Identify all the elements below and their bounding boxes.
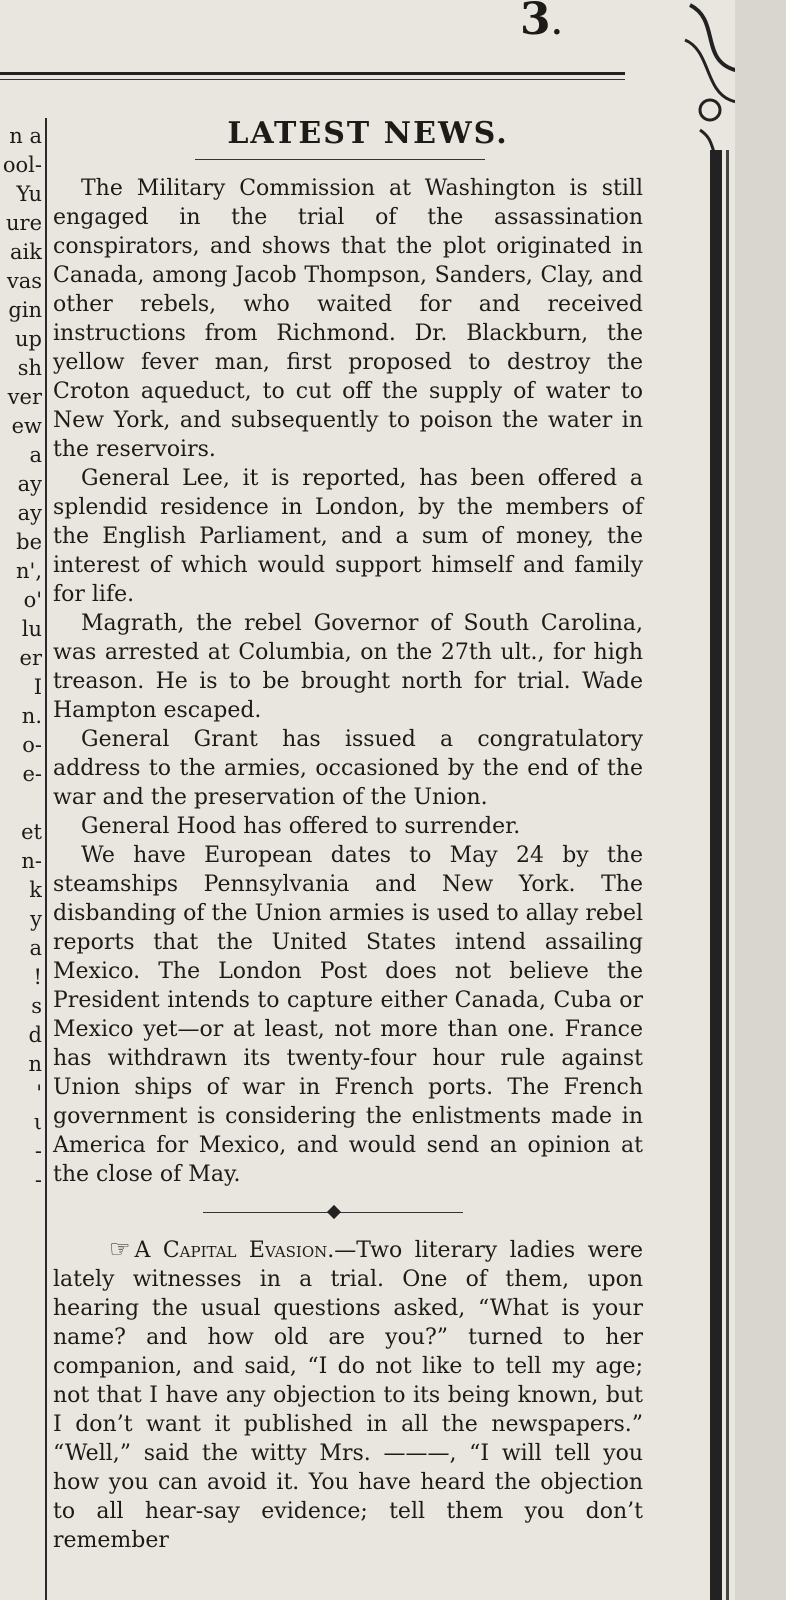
left-fragment-line: et	[21, 820, 42, 844]
pointing-hand-icon: ☞	[109, 1235, 131, 1263]
news-paragraph: We have European dates to May 24 by the steamships Pennsylvania and New York. The disbanding of the Union armies is used to allay rebel reports that the United States intend assailing Mexico. The London Post does not believe the President intends to capture either Canada, Cuba or Mexico yet—or at least, not more than one. France has withdrawn its twenty-four hour rule against Union ships of war in French ports. The French government is considering the enlistments made in America for Mexico, and would send an opinion at the close of May.	[53, 843, 643, 1187]
left-fragment-line: n.	[21, 704, 42, 728]
left-fragment-line: d	[28, 1023, 42, 1047]
top-rule-thin	[0, 79, 625, 80]
left-fragment-line: a	[29, 443, 42, 467]
left-fragment-line: vas	[6, 269, 42, 293]
column-rule	[45, 118, 47, 1600]
left-fragment-line: -	[34, 1139, 42, 1163]
left-fragment-line: o'	[23, 588, 42, 612]
news-paragraph: Magrath, the rebel Governor of South Carolina, was arrested at Columbia, on the 27th ult., for high treason. He is to be brought north for trial. Wade Hampton escaped.	[53, 611, 643, 723]
left-fragment-line: gin	[8, 298, 42, 322]
left-fragment-line: n a	[9, 124, 42, 148]
left-fragment-line: '	[36, 1081, 42, 1105]
left-fragment-line: ver	[7, 385, 42, 409]
left-fragment-line: ι	[33, 1110, 42, 1134]
left-fragment-line: n	[28, 1052, 42, 1076]
left-fragment-line: s	[31, 994, 42, 1018]
left-fragment-line: !	[33, 965, 42, 989]
news-paragraph: General Grant has issued a congratulatory address to the armies, occasioned by the end of the war and the preservation of the Union.	[53, 727, 643, 810]
left-fragment-line: e-	[22, 762, 42, 786]
left-fragment-line: I	[33, 675, 42, 699]
left-fragment-line: er	[19, 646, 42, 670]
headline-rule	[195, 159, 485, 160]
ornamental-border-icon	[680, 0, 786, 1600]
left-fragment-line: ew	[11, 414, 42, 438]
left-fragment-line: n-	[21, 849, 42, 873]
divider-diamond-icon	[327, 1205, 341, 1219]
top-rule	[0, 72, 625, 75]
main-column	[53, 112, 643, 1555]
evasion-paragraph	[53, 1235, 643, 1555]
left-fragment-line	[0, 789, 42, 818]
left-fragment-line: sh	[17, 356, 42, 380]
left-fragment-line: ure	[6, 211, 42, 235]
left-fragment-line: a	[29, 936, 42, 960]
left-fragment-line: -	[34, 1168, 42, 1192]
page-number: 3.	[520, 0, 564, 45]
left-fragment-line: o-	[22, 733, 42, 757]
news-paragraph: General Hood has offered to surrender.	[81, 814, 521, 839]
left-fragment-line: lu	[21, 617, 42, 641]
evasion-body: —Two literary ladies were lately witnesses in a trial. One of them, upon hearing the usual questions asked, “What is your name? and how old are you?” turned to her companion, and said, “I do not like to tell my age; not that I have any objection to its being known, but I don’t want it published in all the newspapers.” “Well,” said the witty Mrs. ———, “I will tell you how you can avoid it. You have heard the objection to all hear-say evidence; tell them you don’t remember	[53, 1238, 643, 1553]
capital-evasion-article	[53, 1235, 643, 1555]
left-fragment-line: be	[16, 530, 42, 554]
left-fragment-line: k	[29, 878, 42, 902]
left-fragment-line: n',	[16, 559, 42, 583]
news-paragraph: The Military Commission at Washington is still engaged in the trial of the assassination conspirators, and shows that the plot originated in Canada, among Jacob Thompson, Sanders, Clay, and other rebels, who waited for and received instructions from Richmond. Dr. Blackburn, the yellow fever man, first proposed to destroy the Croton aqueduct, to cut off the supply of water to New York, and subsequently to poison the water in the reservoirs.	[53, 176, 643, 462]
left-fragment-line: Yu	[16, 182, 42, 206]
left-fragment-line: ay	[17, 472, 42, 496]
news-article	[53, 174, 643, 1189]
news-paragraph: General Lee, it is reported, has been offered a splendid residence in London, by the members of the English Parliament, and a sum of money, the interest of which would support himself and family for life.	[53, 466, 643, 607]
left-fragment-line: ool-	[2, 153, 42, 177]
left-fragment-line: up	[15, 327, 42, 351]
headline: LATEST NEWS.	[227, 116, 509, 151]
evasion-title: A Capital Evasion.	[134, 1238, 335, 1263]
section-divider	[53, 1195, 643, 1231]
left-column-fragments	[0, 122, 42, 1195]
left-fragment-line: y	[30, 907, 42, 931]
left-fragment-line: ay	[17, 501, 42, 525]
left-fragment-line: aik	[10, 240, 42, 264]
